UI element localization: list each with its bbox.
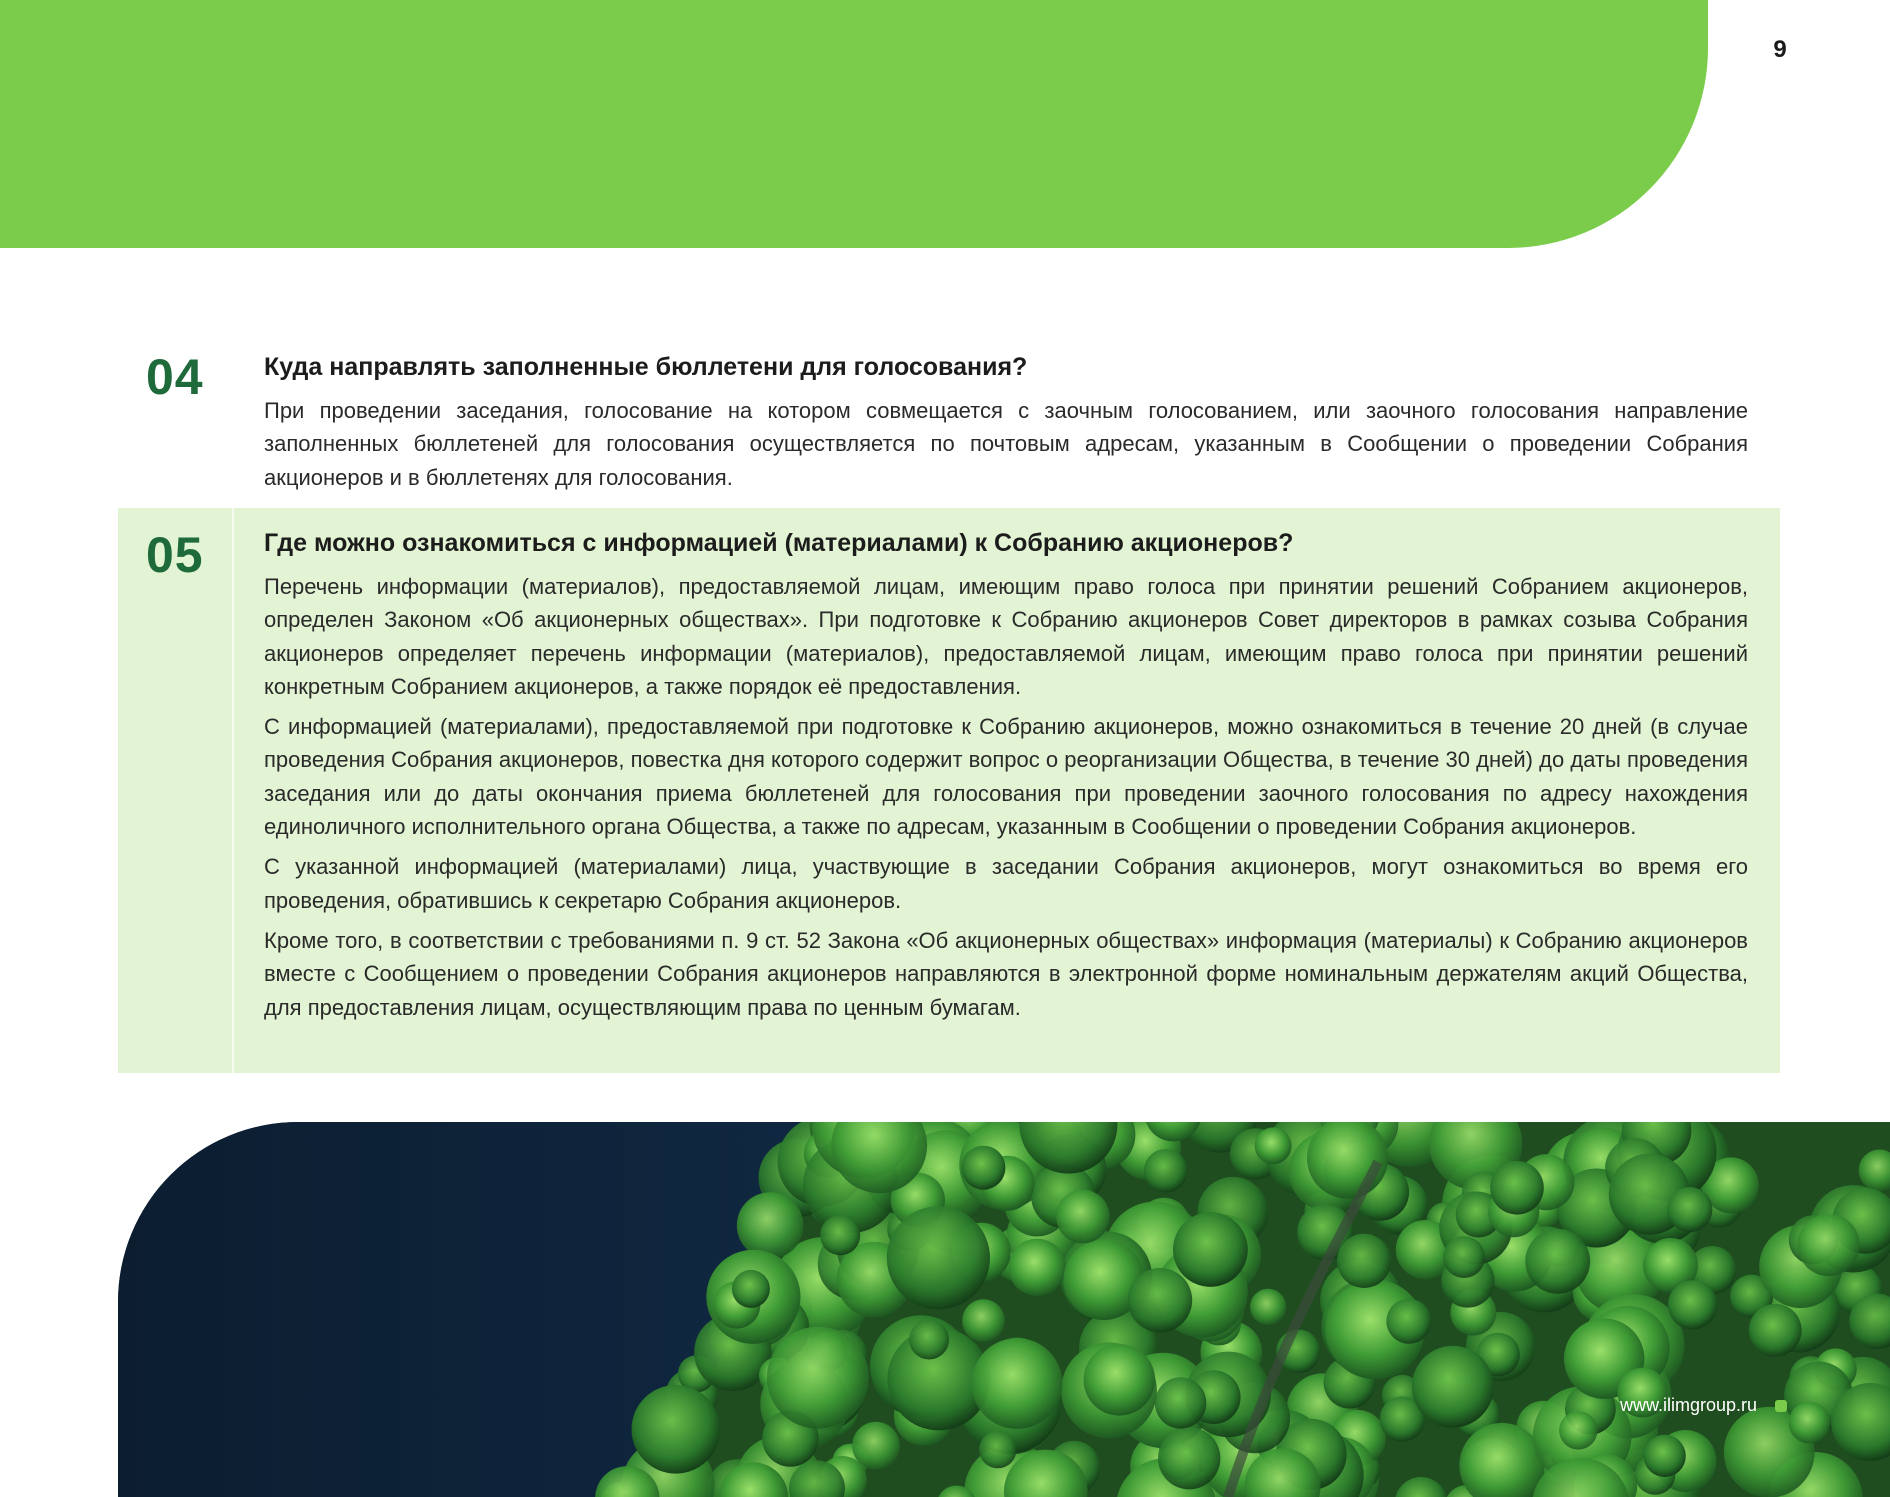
tree-crown bbox=[732, 1270, 770, 1308]
tree-crown bbox=[1644, 1435, 1686, 1477]
tree-crown bbox=[962, 1299, 1005, 1342]
section-number-column bbox=[118, 508, 234, 1073]
tree-crown bbox=[1144, 1149, 1188, 1193]
tree-crown bbox=[852, 1422, 900, 1470]
tree-crown bbox=[1667, 1187, 1712, 1232]
section-number: 05 bbox=[146, 527, 204, 583]
tree-crown bbox=[1084, 1344, 1156, 1416]
answer-paragraph: Перечень информации (материалов), предоставляемой лицам, имеющим право голоса при принятии решений Собранием акционеров, определен Законом «Об акционерных обществах». При подготовке к Собранию акционеров Совет директоров в рамках созыва Собрания акционеров определяет перечень информации (материалов), предоставляемой лицам, имеющим право голоса при принятии решений конкретным Собранием акционеров, а также порядок её предоставления. bbox=[264, 574, 1748, 699]
top-banner bbox=[0, 0, 1708, 248]
tree-crown bbox=[1525, 1229, 1590, 1294]
tree-crown bbox=[1158, 1427, 1220, 1489]
tree-crown bbox=[1490, 1161, 1544, 1215]
tree-crown bbox=[1789, 1402, 1831, 1444]
tree-crown bbox=[909, 1320, 949, 1360]
tree-crown bbox=[1749, 1304, 1802, 1357]
answer-paragraph: Кроме того, в соответствии с требованиями п. 9 ст. 52 Закона «Об акционерных обществах» информация (материалы) к Собранию акционеров вместе с Сообщением о проведении Собрания акционеров направляются в электронной форме номинальным держателям акций Общества, для предоставления лицам, осуществляющим права по ценным бумагам. bbox=[264, 927, 1748, 1020]
faq-section-05 bbox=[118, 508, 1780, 1073]
tree-crown bbox=[1255, 1127, 1292, 1164]
tree-crown bbox=[887, 1206, 990, 1309]
tree-crown bbox=[1009, 1239, 1066, 1296]
tree-crown bbox=[1155, 1377, 1206, 1428]
tree-crown bbox=[961, 1146, 1005, 1190]
answer-paragraph: С информацией (материалами), предоставляемой при подготовке к Собранию акционеров, можно ознакомиться в течение 20 дней (в случае проведения Собрания акционеров, повестка дня которого содержит вопрос о реорганизации Общества, в течение 30 дней) до даты проведения заседания или до даты окончания приема бюллетеней для голосования при проведении заочного голосования по адресу нахождения единоличного исполнительного органа Общества, а также по адресам, указанным в Сообщении о проведении Собрания акционеров. bbox=[264, 714, 1748, 840]
tree-crown bbox=[1128, 1268, 1192, 1332]
tree-crown bbox=[1173, 1212, 1248, 1287]
page-number: 9 bbox=[1773, 36, 1787, 63]
section-text bbox=[264, 340, 1748, 501]
tree-crown bbox=[1412, 1346, 1494, 1428]
tree-crown bbox=[737, 1192, 804, 1259]
website-url[interactable]: www.ilimgroup.ru bbox=[1620, 1395, 1758, 1415]
section-number: 04 bbox=[146, 349, 204, 405]
question-title: Куда направлять заполненные бюллетени для голосования? bbox=[264, 353, 1028, 381]
brand-dot-icon bbox=[1775, 1400, 1787, 1412]
tree-crown bbox=[820, 1215, 860, 1255]
aerial-forest-lake-photo bbox=[118, 1122, 1890, 1497]
answer-paragraph: При проведении заседания, голосование на котором совмещается с заочным голосованием, или заочного голосования направление заполненных бюллетеней для голосования осуществляется по почтовым адресам, указанным в Сообщении о проведении Собрания акционеров и в бюллетенях для голосования. bbox=[264, 398, 1748, 490]
question-title: Где можно ознакомиться с информацией (материалами) к Собранию акционеров? bbox=[264, 529, 1294, 557]
tree-crown bbox=[1056, 1190, 1110, 1244]
section-text bbox=[264, 508, 1748, 1031]
tree-crown bbox=[1559, 1411, 1597, 1449]
tree-crown bbox=[767, 1327, 869, 1429]
faq-section-04 bbox=[118, 340, 1780, 500]
tree-crown bbox=[632, 1385, 721, 1474]
answer-paragraph: С указанной информацией (материалами) лица, участвующие в заседании Собрания акционеров, могут ознакомиться во время его проведения, обратившись к секретарю Собрания акционеров. bbox=[264, 854, 1748, 913]
tree-crown bbox=[1250, 1289, 1286, 1325]
tree-crown bbox=[1386, 1299, 1431, 1344]
tree-crown bbox=[1443, 1236, 1485, 1278]
tree-crown bbox=[972, 1338, 1063, 1429]
tree-crown bbox=[1798, 1214, 1860, 1276]
tree-crown bbox=[979, 1431, 1016, 1468]
section-number-column bbox=[118, 340, 232, 500]
forest-lake-illustration bbox=[118, 1122, 1890, 1497]
tree-crown bbox=[1337, 1234, 1391, 1288]
tree-crown bbox=[1668, 1280, 1717, 1329]
